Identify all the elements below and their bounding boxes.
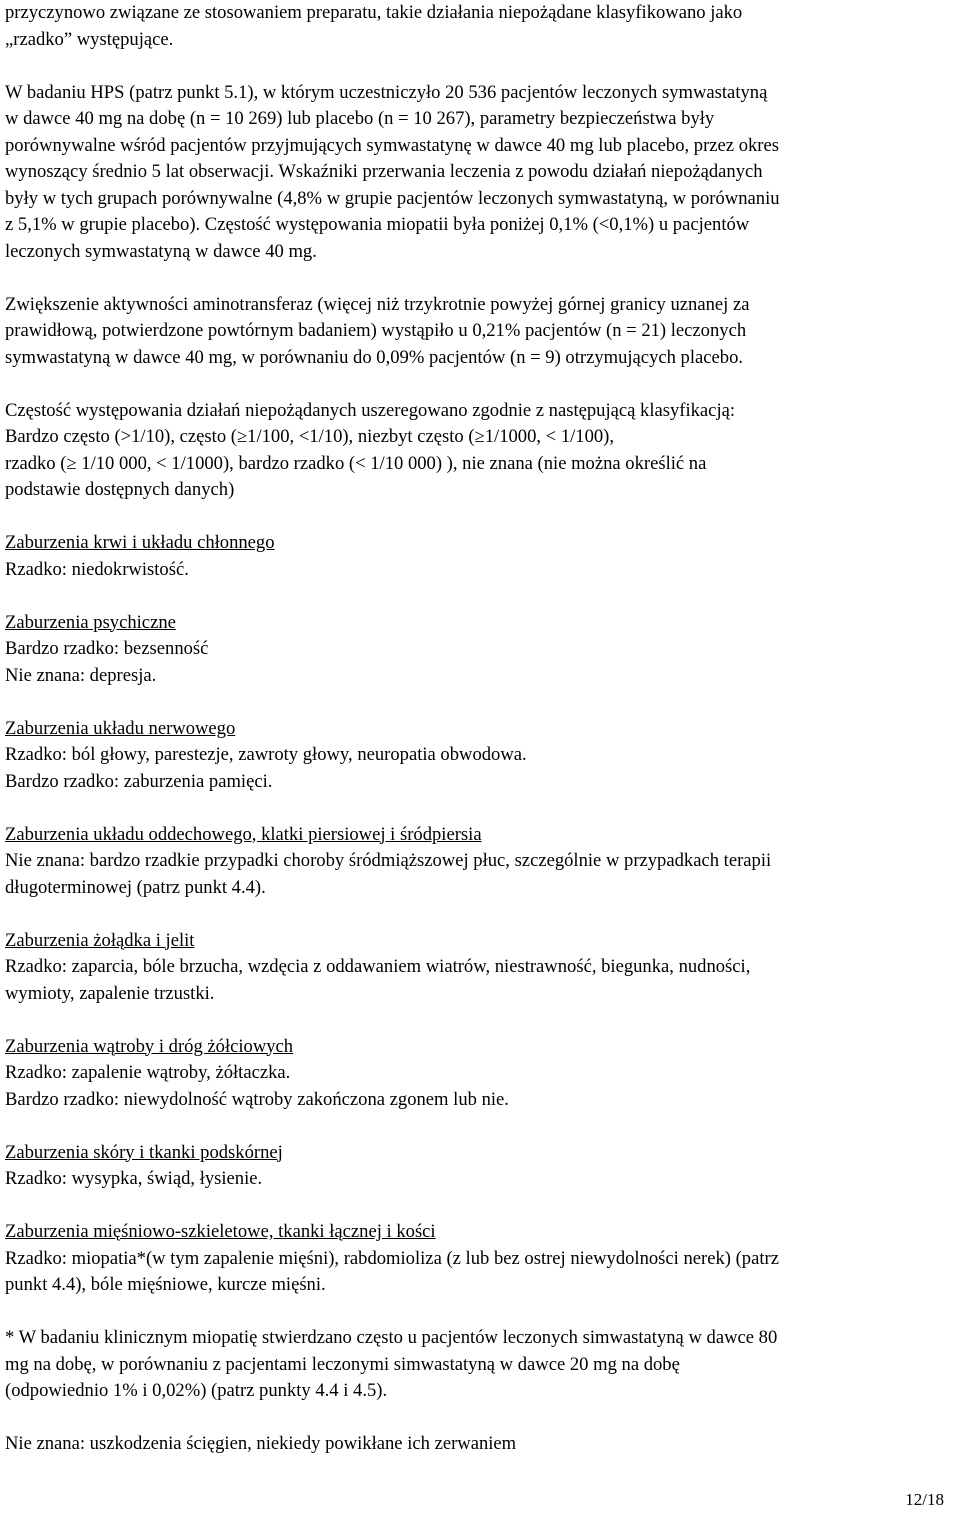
text-line: wynoszący średnio 5 lat obserwacji. Wskaźniki przerwania leczenia z powodu działań niepożądanych <box>5 161 763 182</box>
section-blood-lymphatic <box>5 530 955 583</box>
section-heading: Zaburzenia układu oddechowego, klatki piersiowej i śródpiersia <box>5 823 482 845</box>
section-hepatobiliary <box>5 1034 955 1114</box>
text-line: Rzadko: ból głowy, parestezje, zawroty głowy, neuropatia obwodowa. <box>5 744 527 765</box>
text-line: porównywalne wśród pacjentów przyjmujących symwastatynę w dawce 40 mg lub placebo, przez okres <box>5 134 779 156</box>
text-line: z 5,1% w grupie placebo). Częstość występowania miopatii była poniżej 0,1% (<0,1%) u pacjentów <box>5 214 750 235</box>
section-heading: Zaburzenia krwi i układu chłonnego <box>5 532 275 553</box>
document-page <box>5 0 955 1458</box>
section-heading: Zaburzenia żołądka i jelit <box>5 929 195 951</box>
text-line: w dawce 40 mg na dobę (n = 10 269) lub placebo (n = 10 267), parametry bezpieczeństwa były <box>5 108 715 129</box>
text-line: symwastatyną w dawce 40 mg, w porównaniu do 0,09% pacjentów (n = 9) otrzymujących placebo. <box>5 346 744 368</box>
text-line: Nie znana: depresja. <box>5 664 157 686</box>
section-nervous-system <box>5 716 955 796</box>
section-heading: Zaburzenia psychiczne <box>5 611 176 633</box>
section-heading: Zaburzenia skóry i tkanki podskórnej <box>5 1141 283 1163</box>
text-line: były w tych grupach porównywalne (4,8% w grupie pacjentów leczonych symwastatyną, w porównaniu <box>5 187 780 209</box>
text-line: * W badaniu klinicznym miopatię stwierdzano często u pacjentów leczonych simwastatyną w dawce 80 <box>5 1327 778 1348</box>
text-line: Bardzo rzadko: zaburzenia pamięci. <box>5 770 273 792</box>
text-line: Zwiększenie aktywności aminotransferaz (więcej niż trzykrotnie powyżej górnej granicy uznanej za <box>5 293 750 315</box>
text-line: Rzadko: zapalenie wątroby, żółtaczka. <box>5 1062 291 1083</box>
hps-study-paragraph <box>5 80 955 266</box>
text-line: Bardzo rzadko: bezsenność <box>5 638 209 659</box>
text-line: Rzadko: miopatia*(w tym zapalenie mięśni), rabdomioliza (z lub bez ostrej niewydolności nerek) (patrz <box>5 1247 779 1269</box>
intro-paragraph <box>5 0 955 53</box>
aminotransferase-paragraph <box>5 292 955 372</box>
text-line: Bardzo rzadko: niewydolność wątroby zakończona zgonem lub nie. <box>5 1088 509 1110</box>
text-line: (odpowiednio 1% i 0,02%) (patrz punkty 4.4 i 4.5). <box>5 1380 388 1401</box>
text-line: przyczynowo związane ze stosowaniem preparatu, takie działania niepożądane klasyfikowano jako <box>5 2 743 23</box>
section-respiratory <box>5 822 955 902</box>
text-line: punkt 4.4), bóle mięśniowe, kurcze mięśni. <box>5 1274 326 1295</box>
text-line: Rzadko: wysypka, świąd, łysienie. <box>5 1168 263 1189</box>
text-line: Nie znana: uszkodzenia ścięgien, niekiedy powikłane ich zerwaniem <box>5 1433 517 1454</box>
text-line: wymioty, zapalenie trzustki. <box>5 982 215 1004</box>
tendon-note <box>5 1431 955 1458</box>
page-number: 12/18 <box>905 1490 944 1509</box>
text-line: mg na dobę, w porównaniu z pacjentami leczonymi simwastatyną w dawce 20 mg na dobę <box>5 1353 680 1375</box>
section-heading: Zaburzenia mięśniowo-szkieletowe, tkanki łącznej i kości <box>5 1221 436 1242</box>
text-line: Nie znana: bardzo rzadkie przypadki choroby śródmiąższowej płuc, szczególnie w przypadkach terapii <box>5 850 772 871</box>
text-line: długoterminowej (patrz punkt 4.4). <box>5 876 266 898</box>
text-line: Rzadko: zaparcia, bóle brzucha, wzdęcia z oddawaniem wiatrów, niestrawność, biegunka, nudności, <box>5 956 751 977</box>
text-line: podstawie dostępnych danych) <box>5 479 235 500</box>
text-line: W badaniu HPS (patrz punkt 5.1), w którym uczestniczyło 20 536 pacjentów leczonych symwastatyną <box>5 81 768 103</box>
section-psychiatric <box>5 610 955 690</box>
section-gastrointestinal <box>5 928 955 1008</box>
section-heading: Zaburzenia układu nerwowego <box>5 717 236 739</box>
section-skin <box>5 1140 955 1193</box>
text-line: Częstość występowania działań niepożądanych uszeregowano zgodnie z następującą klasyfikacją: <box>5 399 736 421</box>
section-heading: Zaburzenia wątroby i dróg żółciowych <box>5 1035 294 1057</box>
section-musculoskeletal <box>5 1219 955 1299</box>
text-line: Rzadko: niedokrwistość. <box>5 558 189 580</box>
text-line: „rzadko” występujące. <box>5 28 174 50</box>
text-line: prawidłową, potwierdzone powtórnym badaniem) wystąpiło u 0,21% pacjentów (n = 21) leczonych <box>5 320 747 341</box>
frequency-classification-paragraph <box>5 398 955 504</box>
text-line: Bardzo często (>1/10), często (≥1/100, <1/10), niezbyt często (≥1/1000, < 1/100), <box>5 426 615 447</box>
text-line: rzadko (≥ 1/10 000, < 1/1000), bardzo rzadko (< 1/10 000) ), nie znana (nie można określić na <box>5 452 707 474</box>
footnote-paragraph <box>5 1325 955 1405</box>
text-line: leczonych symwastatyną w dawce 40 mg. <box>5 240 317 262</box>
